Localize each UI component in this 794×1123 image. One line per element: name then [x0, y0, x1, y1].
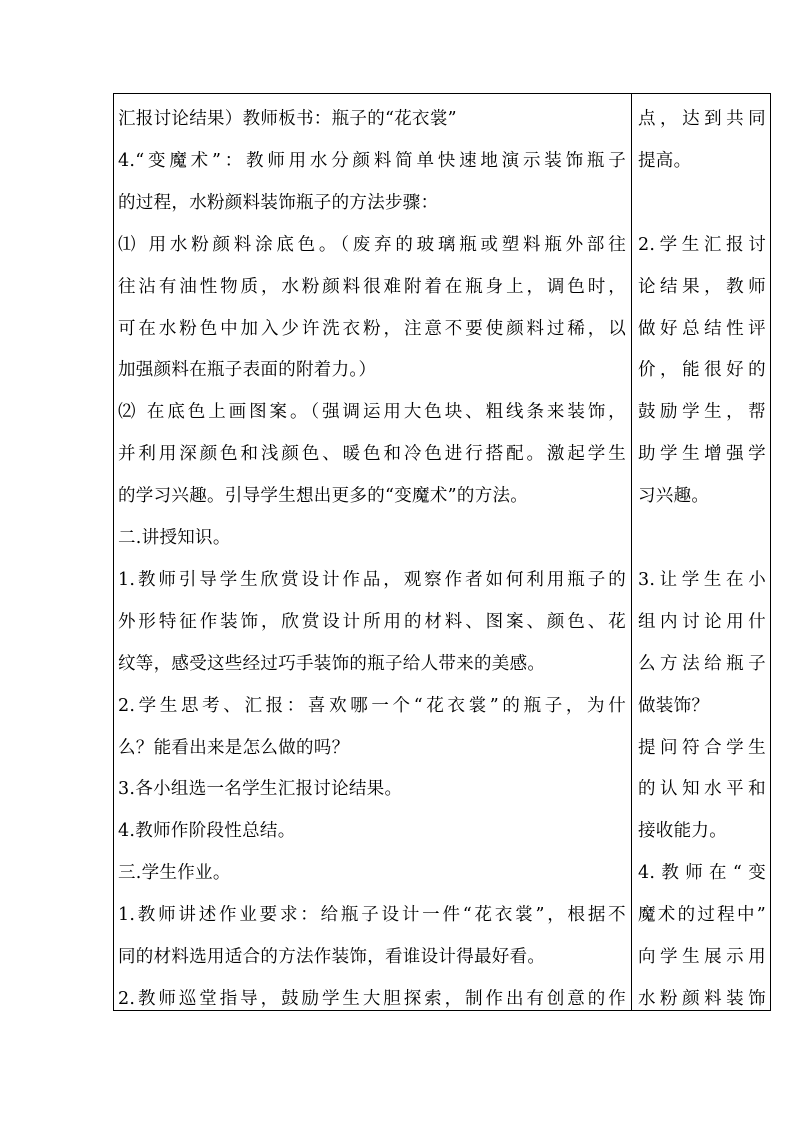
side-note-line: 向学生展示用: [638, 947, 766, 967]
side-note-line: 价，能很好的: [638, 360, 766, 381]
side-note-line: 做装饰？: [638, 695, 710, 716]
body-text-line: 往沾有油性物质，水粉颜料很难附着在瓶身上，调色时，: [118, 276, 626, 297]
side-note-line: 提问符合学生: [638, 737, 766, 758]
body-text-line: ⑵ 在底色上画图案。（强调运用大色块、粗线条来装饰，: [118, 402, 626, 423]
body-text-line: 2.教师巡堂指导，鼓励学生大胆探索，制作出有创意的作: [118, 988, 626, 1009]
body-text-line: 么？能看出来是怎么做的吗？: [118, 737, 350, 758]
body-text-line: 二.讲授知识。: [118, 528, 231, 548]
side-note-line: 4.教师在“变: [638, 863, 766, 884]
side-note-line: 接收能力。: [638, 821, 727, 842]
body-text-line: 纹等，感受这些经过巧手装饰的瓶子给人带来的美感。: [118, 653, 546, 674]
side-note-line: 2.学生汇报讨: [638, 234, 766, 255]
side-note-line: 鼓励学生，帮: [638, 402, 766, 423]
body-text-line: 汇报讨论结果）教师板书：瓶子的“花衣裳”: [118, 109, 457, 129]
body-text-line: 4.教师作阶段性总结。: [118, 821, 296, 842]
body-text-line: 2.学生思考、汇报：喜欢哪一个“花衣裳”的瓶子，为什: [118, 695, 626, 716]
body-text-line: 同的材料选用适合的方法作装饰，看谁设计得最好看。: [118, 947, 546, 967]
side-note-line: 3.让学生在小: [638, 569, 766, 590]
body-text-line: 的学习兴趣。引导学生想出更多的“变魔术”的方法。: [118, 486, 529, 507]
body-text-line: 并利用深颜色和浅颜色、暖色和冷色进行搭配。激起学生: [118, 444, 626, 465]
body-text-line: ⑴ 用水粉颜料涂底色。（废弃的玻璃瓶或塑料瓶外部往: [118, 234, 626, 255]
side-note-line: 魔术的过程中”: [638, 905, 766, 926]
side-note-line: 助学生增强学: [638, 444, 766, 465]
side-note-line: 组内讨论用什: [638, 611, 766, 632]
side-note-line: 论结果，教师: [638, 276, 766, 297]
body-text-line: 的过程，水粉颜料装饰瓶子的方法步骤：: [118, 192, 439, 213]
body-text-line: 三.学生作业。: [118, 863, 231, 884]
body-text-line: 1.教师讲述作业要求：给瓶子设计一件“花衣裳”，根据不: [118, 905, 626, 926]
body-text-line: 3.各小组选一名学生汇报讨论结果。: [118, 779, 403, 800]
body-text-line: 外形特征作装饰，欣赏设计所用的材料、图案、颜色、花: [118, 611, 626, 632]
column-divider: [631, 93, 632, 1011]
side-note-line: 么方法给瓶子: [638, 653, 766, 674]
side-note-line: 做好总结性评: [638, 318, 766, 339]
body-text-line: 可在水粉色中加入少许洗衣粉，注意不要使颜料过稀，以: [118, 318, 626, 339]
side-note-line: 的认知水平和: [638, 779, 766, 800]
body-text-line: 加强颜料在瓶子表面的附着力。）: [118, 360, 377, 381]
side-note-line: 点，达到共同: [638, 109, 766, 129]
side-note-line: 提高。: [638, 150, 692, 171]
body-text-line: 1.教师引导学生欣赏设计作品，观察作者如何利用瓶子的: [118, 569, 626, 590]
side-note-line: 水粉颜料装饰: [638, 988, 766, 1009]
body-text-line: 4.“变魔术”：教师用水分颜料简单快速地演示装饰瓶子: [118, 150, 626, 171]
side-note-line: 习兴趣。: [638, 486, 710, 507]
